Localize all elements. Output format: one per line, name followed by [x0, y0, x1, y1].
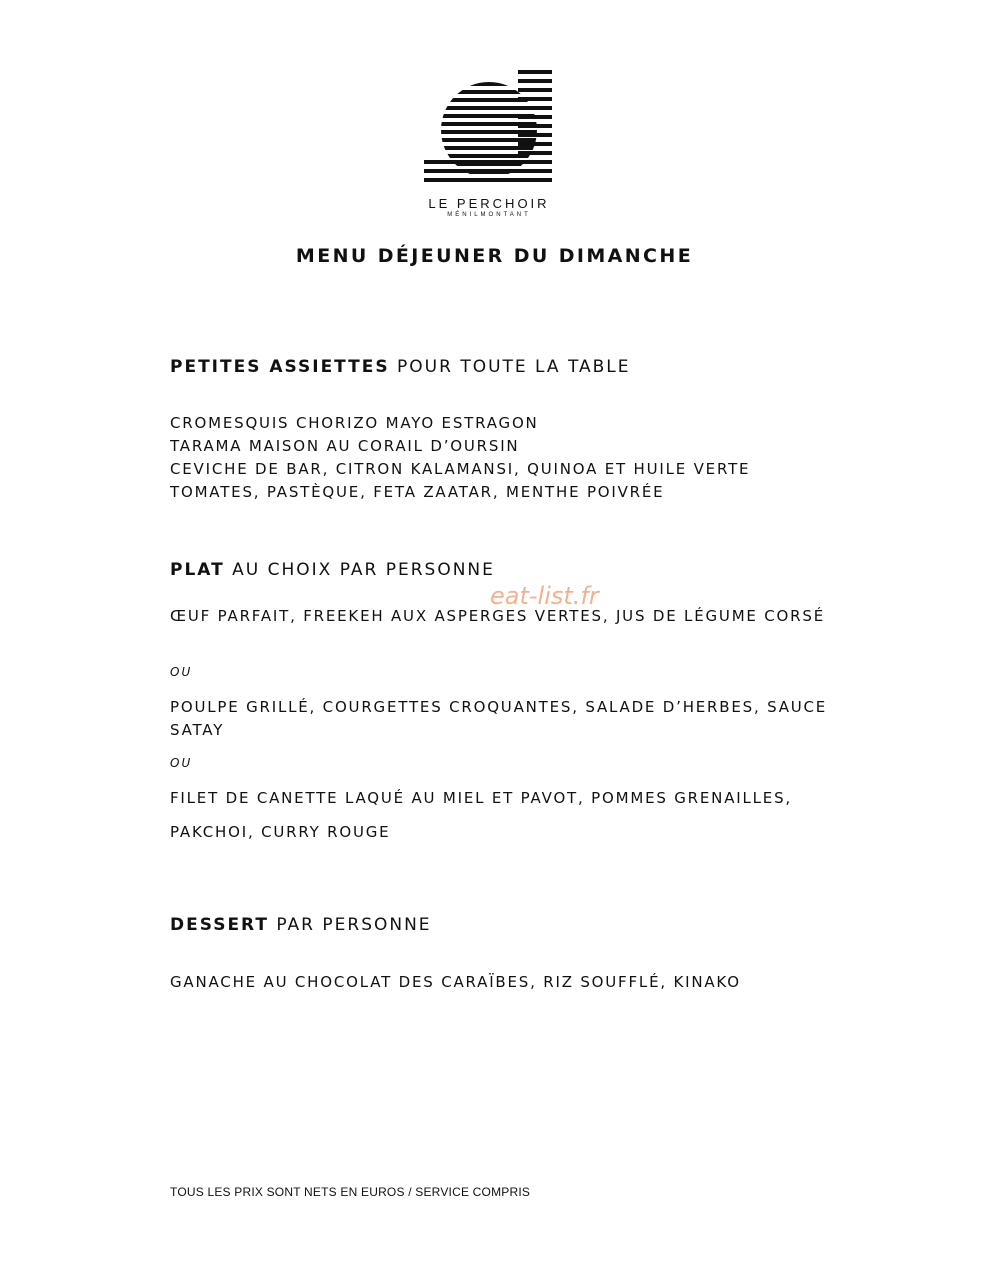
- menu-item: POULPE GRILLÉ, COURGETTES CROQUANTES, SALADE D’HERBES, SAUCE SATAY: [170, 698, 828, 739]
- logo-subtitle: MÉNILMONTANT: [447, 212, 531, 218]
- footer-note: TOUS LES PRIX SONT NETS EN EUROS / SERVICE COMPRIS: [170, 1185, 531, 1199]
- menu-item: TOMATES, PASTÈQUE, FETA ZAATAR, MENTHE POIVRÉE: [170, 483, 665, 501]
- section-title-bold: PETITES ASSIETTES: [170, 357, 390, 377]
- section-title-petites-assiettes: [170, 357, 631, 377]
- or-separator: OU: [170, 665, 193, 679]
- menu-item: CROMESQUIS CHORIZO MAYO ESTRAGON: [170, 414, 539, 432]
- menu-item: TARAMA MAISON AU CORAIL D’OURSIN: [170, 437, 520, 455]
- watermark: eat-list.fr: [490, 582, 599, 610]
- page-title: MENU DÉJEUNER DU DIMANCHE: [295, 245, 694, 267]
- menu-item: GANACHE AU CHOCOLAT DES CARAÏBES, RIZ SOUFFLÉ, KINAKO: [170, 973, 741, 991]
- or-separator: OU: [170, 756, 193, 770]
- menu-item: PAKCHOI, CURRY ROUGE: [170, 823, 391, 841]
- section-title-plat: [170, 560, 495, 580]
- menu-item: ŒUF PARFAIT, FREEKEH AUX ASPERGES VERTES, JUS DE LÉGUME CORSÉ: [170, 607, 825, 625]
- section-title-dessert: [170, 915, 432, 935]
- section-title-bold: DESSERT: [170, 915, 269, 935]
- section-title-rest: PAR PERSONNE: [268, 915, 432, 935]
- logo-name: LE PERCHOIR: [428, 196, 550, 211]
- section-title-rest: POUR TOUTE LA TABLE: [389, 357, 631, 377]
- le-perchoir-logo-icon: [422, 70, 556, 190]
- section-title-rest: AU CHOIX PAR PERSONNE: [224, 560, 495, 580]
- section-title-bold: PLAT: [170, 560, 225, 580]
- menu-item: CEVICHE DE BAR, CITRON KALAMANSI, QUINOA ET HUILE VERTE: [170, 460, 751, 478]
- menu-item: FILET DE CANETTE LAQUÉ AU MIEL ET PAVOT, POMMES GRENAILLES,: [170, 789, 792, 807]
